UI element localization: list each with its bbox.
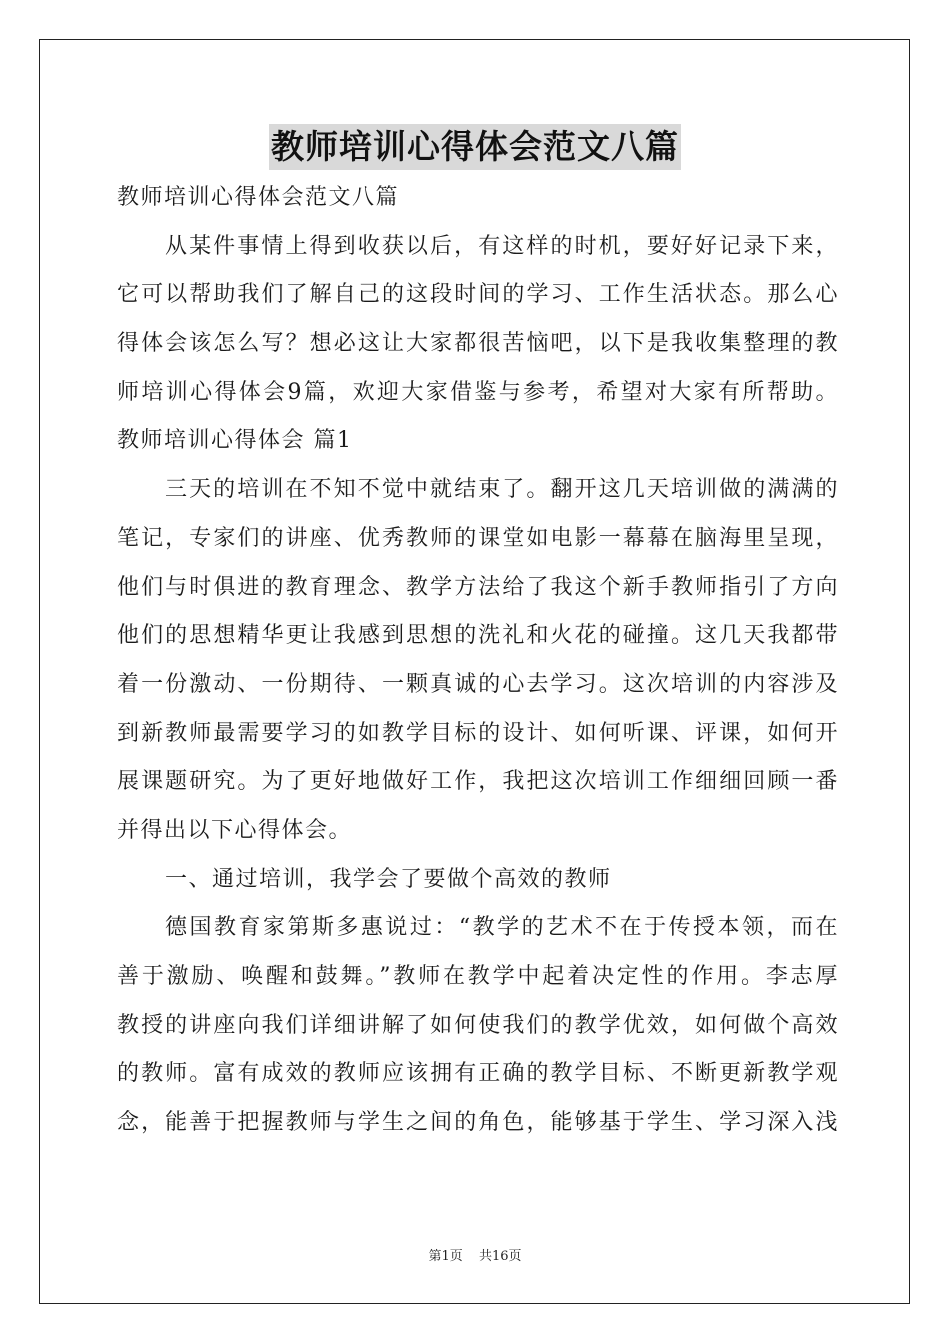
text-line: 他们的思想精华更让我感到思想的洗礼和火花的碰撞。这几天我都带 (117, 623, 839, 649)
text-line: 笔记，专家们的讲座、优秀教师的课堂如电影一幕幕在脑海里呈现， (117, 525, 839, 551)
text-line: 它可以帮助我们了解自己的这段时间的学习、工作生活状态。那么心 (117, 282, 839, 308)
page-number: 第1页 (428, 1249, 463, 1264)
document-body (117, 174, 839, 1148)
text-line: 得体会该怎么写？想必这让大家都很苦恼吧，以下是我收集整理的教 (117, 331, 839, 357)
text-line: 展课题研究。为了更好地做好工作，我把这次培训工作细细回顾一番 (117, 769, 839, 795)
text-line: 他们与时俱进的教育理念、教学方法给了我这个新手教师指引了方向 (117, 574, 839, 600)
text-line: 教师培训心得体会 篇1 (117, 428, 353, 454)
document-title: 教师培训心得体会范文八篇 (269, 124, 681, 170)
page-total: 共16页 (478, 1249, 522, 1264)
text-line: 三天的培训在不知不觉中就结束了。翻开这几天培训做的满满的 (165, 477, 839, 503)
text-line: 师培训心得体会9篇，欢迎大家借鉴与参考，希望对大家有所帮助。 (117, 379, 839, 405)
page-footer (0, 1245, 950, 1264)
text-line: 的教师。富有成效的教师应该拥有正确的教学目标、不断更新教学观 (117, 1061, 839, 1087)
text-line: 并得出以下心得体会。 (117, 817, 353, 843)
text-line: 一、通过培训，我学会了要做个高效的教师 (165, 866, 612, 892)
text-line: 德国教育家第斯多惠说过：“教学的艺术不在于传授本领，而在 (165, 915, 839, 941)
text-line: 到新教师最需要学习的如教学目标的设计、如何听课、评课，如何开 (117, 720, 839, 746)
title-container (0, 124, 950, 170)
text-line: 着一份激动、一份期待、一颗真诚的心去学习。这次培训的内容涉及 (117, 671, 839, 697)
text-line: 教授的讲座向我们详细讲解了如何使我们的教学优效，如何做个高效 (117, 1012, 839, 1038)
text-line: 从某件事情上得到收获以后，有这样的时机，要好好记录下来， (165, 233, 839, 259)
text-line: 念，能善于把握教师与学生之间的角色，能够基于学生、学习深入浅 (117, 1110, 839, 1136)
text-line: 教师培训心得体会范文八篇 (117, 185, 400, 210)
text-line: 善于激励、唤醒和鼓舞。”教师在教学中起着决定性的作用。李志厚 (117, 964, 839, 989)
